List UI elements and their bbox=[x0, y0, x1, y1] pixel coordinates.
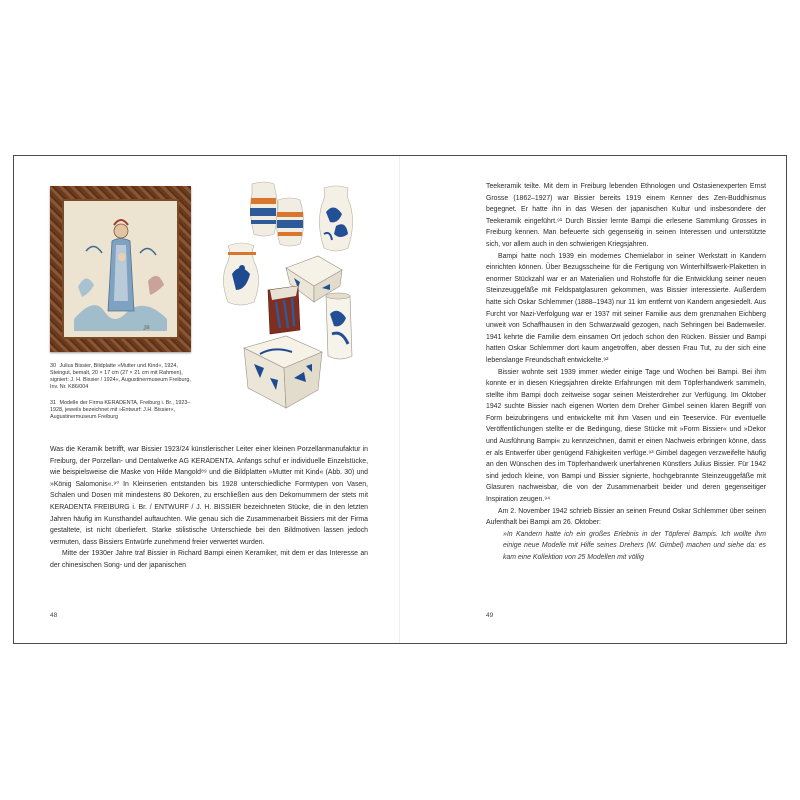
right-page bbox=[400, 156, 786, 643]
vase-small-2 bbox=[276, 198, 303, 246]
right-paragraph-4: Am 2. November 1942 schrieb Bissier an seinen Freund Oskar Schlemmer über seinen Aufenthalt bei Bampi am 26. Oktober: bbox=[486, 507, 766, 527]
quotation: »In Kandern hatte ich ein großes Erlebnis in der Töpferei Bampis. Ich wollte ihm einige neue Modelle mit Hilfe seines Drehers (W. Gimbel) machen und siehe da: es kam eine Kollektion von 25 Modellen mit völlig bbox=[503, 530, 766, 561]
jelly-mould-vessel bbox=[268, 286, 300, 334]
caption-figure-30 bbox=[50, 363, 200, 391]
book-spread bbox=[13, 155, 787, 644]
page-number-right: 49 bbox=[486, 612, 494, 619]
framed-tile-image bbox=[50, 186, 191, 352]
mother-and-child-illustration bbox=[64, 201, 177, 337]
vase-blue-flower bbox=[319, 186, 352, 251]
left-body-text bbox=[50, 444, 368, 572]
cylinder-cup bbox=[326, 293, 352, 359]
caption-30-number: 30 bbox=[50, 363, 56, 369]
folded-bowl bbox=[244, 336, 322, 408]
svg-text:JB: JB bbox=[144, 325, 150, 331]
left-page bbox=[14, 156, 400, 643]
right-paragraph-2: Bampi hatte noch 1939 ein modernes Chemielabor in seiner Werkstatt in Kandern einrichten können. Über Bezugsscheine für die Fertigung von Winterhilfswerk-Plaketten in enormer Stückzahl war er an Materialien und Rohstoffe für die Entwicklung seiner neuen Steinzeuggefäße mit Feldspatglasuren gekommen, was Bissier interessierte. Außerdem hatte sich Oskar Schlemmer (1888–1943) nur 11 km entfernt von Kandern angesiedelt. Aus Furcht vor Nazi-Verfolgung war er 1937 mit seiner Familie aus dem grenznahen Eichberg unweit von Schaffhausen in den Schwarzwald gezogen, nach Sehringen bei Badenweiler. 1941 kehrte die Familie dem einsamen Ort jedoch schon den Rücken. Bissier und Bampi hatten Oskar Schlemmer dort kaum angetroffen, aber dessen Frau Tut, zu der sich eine lebenslange Freundschaft entwickelte.⁹² bbox=[486, 252, 766, 364]
caption-30-text: Julius Bissier, Bildplatte »Mutter und Kind«, 1924, Steingut, bemalt, 20 × 17 cm (27 × 21 cm mit Rahmen), signiert: J. H. Bissier / 1924«, Augustinermuseum Freiburg, Inv. Nr. K86/004 bbox=[50, 363, 191, 390]
right-body-text bbox=[486, 181, 766, 564]
right-paragraph-1: Teekeramik teilte. Mit dem in Freiburg lebenden Ethnologen und Ostasienexperten Ernst Grosse (1862–1927) war Bissier bereits 1919 einem Kenner des Zen-Buddhismus begegnet. Er hatte ihn in das Wesen der japanischen Kultur und insbesondere der Teekeramik eingeführt.⁹¹ Durch Bissier lernte Bampi die erlesene Sammlung Grosses in Freiburg kennen. Man befeuerte sich gegenseitig in seinen Interessen und unterstützte sich, vor allem auch in den schwierigen Kriegsjahren. bbox=[486, 183, 766, 248]
left-paragraph-1: Was die Keramik betrifft, war Bissier 1923/24 künstlerischer Leiter einer kleinen Porzellanmanufaktur in Freiburg, der Porzellan- und Dentalwerke AG KERADENTA. Anfangs schuf er individuelle Einzelstücke, wie beispielsweise die Maske von Hilde Mangold⁸⁹ und die Bildplatten »Mutter mit Kind« (Abb. 30) und »König Salomonis«.⁹⁰ In Kleinserien entstanden bis 1928 unterschiedliche Formtypen von Vasen, Schalen und Dosen mit mindestens 80 Dekoren, zu erschließen aus den Dekornummern der stets mit KERADENTA FREIBURG i. Br. / ENTWURF / J. H. BISSIER bezeichneten Stücke, die in den letzten Jahren häufig im Kunsthandel auftauchten. Wie genau sich die Zusammenarbeit Bissiers mit der Firma gestaltete, ist nicht überliefert. Starke stilistische Unterschiede bei den Bildmotiven lassen jedoch vermuten, dass Bissiers Entwürfe zunehmend freier verwertet wurden. bbox=[50, 446, 368, 546]
page-number-left: 48 bbox=[50, 612, 58, 619]
right-paragraph-3: Bissier wohnte seit 1939 immer wieder einige Tage und Wochen bei Bampi. Bei ihm konnte er in diesen Kriegsjahren direkte Erfahrungen mit dem Töpferhandwerk sammeln, stellte ihm Bampi doch zeitweise sogar seinen Meisterdreher zur Verfügung. Im Oktober 1942 suchte Bissier nach eigenen Worten dem Dreher Gimbel seinen klaren Begriff von Form beizubringens und entwickelte mit ihm Vasen und ein Teeservice. Für eventuelle Veröffentlichungen stellte er die Bedingung, diese Stücke mit »Form Bissier« und »Dekor und Ausführung Bampi« zu kennzeichnen, damit er einen Nachweis erbringen könne, dass er als Entwerfer über genügend Fähigkeiten verfüge.⁹³ Gimbel dagegen verzweifelte häufig an den Wünschen des im Töpferhandwerk unerfahrenen Künstlers Julius Bissier. Für 1942 sind jedoch kleine, von Bampi und Bissier signierte, hochgebrannte Steinzeuggefäße mit Glasuren nachweisbar, die von der Zusammenarbeit beider und deren gegenseitiger Inspiration zeugen.⁹⁴ bbox=[486, 368, 766, 504]
left-paragraph-2: Mitte der 1930er Jahre traf Bissier in Richard Bampi einen Keramiker, mit dem er das Interesse an der chinesischen Song- und der japanischen bbox=[50, 550, 368, 569]
vase-small-1 bbox=[250, 182, 278, 236]
keradenta-ceramics-image bbox=[214, 178, 389, 418]
caption-figure-31 bbox=[50, 400, 200, 421]
caption-31-text: Modelle der Firma KERADENTA, Freiburg i. Br., 1923–1928, jeweils bezeichnet mit »Entwurf: J.H. Bissier«, Augustinermuseum Freiburg bbox=[50, 400, 191, 420]
caption-31-number: 31 bbox=[50, 400, 56, 406]
vase-blue-figure bbox=[223, 243, 258, 305]
tile-painting bbox=[62, 199, 179, 339]
